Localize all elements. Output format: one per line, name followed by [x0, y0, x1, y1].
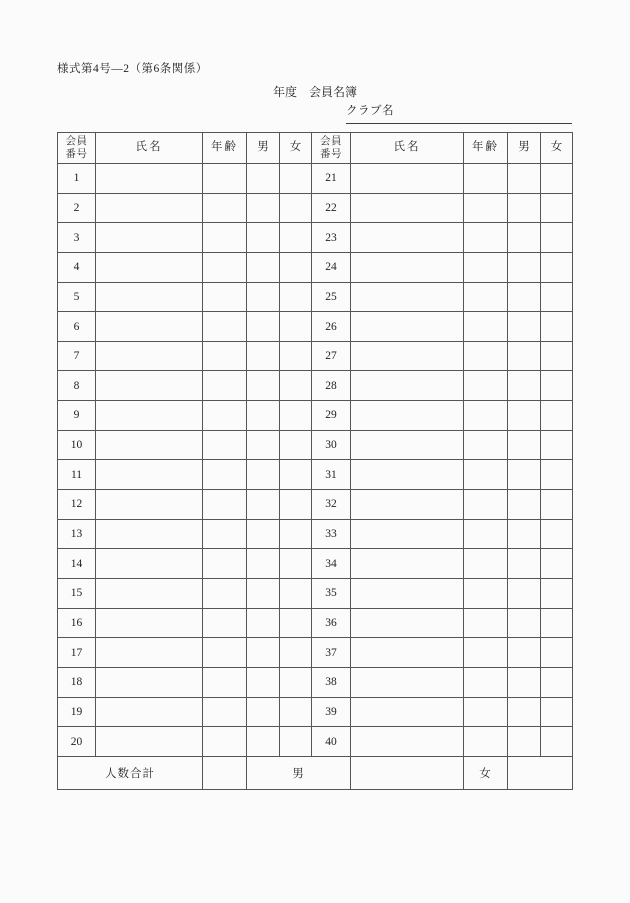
left-age-cell	[203, 401, 247, 431]
left-name-cell	[96, 223, 203, 253]
left-male-cell	[247, 727, 280, 757]
left-male-cell	[247, 578, 280, 608]
left-member-no-cell: 7	[58, 341, 96, 371]
left-name-cell	[96, 697, 203, 727]
right-name-cell	[351, 371, 464, 401]
right-female-cell	[541, 608, 573, 638]
left-male-cell	[247, 223, 280, 253]
right-male-cell	[508, 460, 541, 490]
left-name-cell	[96, 193, 203, 223]
right-name-cell	[351, 667, 464, 697]
left-male-cell	[247, 312, 280, 342]
left-member-no-cell: 14	[58, 549, 96, 579]
right-age-cell	[464, 430, 508, 460]
table-row	[58, 608, 573, 638]
table-row	[58, 193, 573, 223]
right-age-cell	[464, 608, 508, 638]
right-member-no-cell: 26	[312, 312, 351, 342]
footer-female-value-cell	[508, 757, 573, 790]
left-member-no-cell: 2	[58, 193, 96, 223]
right-age-cell	[464, 697, 508, 727]
right-male-cell	[508, 252, 541, 282]
right-member-no-cell: 32	[312, 490, 351, 520]
right-male-cell	[508, 193, 541, 223]
left-female-cell	[280, 193, 312, 223]
left-member-no-cell: 3	[58, 223, 96, 253]
left-female-cell	[280, 519, 312, 549]
left-age-cell	[203, 697, 247, 727]
right-age-cell	[464, 519, 508, 549]
col-header-male-right: 男	[508, 133, 541, 164]
col-header-age-right: 年齢	[464, 133, 508, 164]
table-row	[58, 252, 573, 282]
table-row	[58, 401, 573, 431]
right-member-no-cell: 27	[312, 341, 351, 371]
col-header-name-left: 氏名	[96, 133, 203, 164]
left-male-cell	[247, 697, 280, 727]
left-female-cell	[280, 371, 312, 401]
right-name-cell	[351, 490, 464, 520]
table-row	[58, 460, 573, 490]
col-header-member-no-left	[58, 133, 96, 164]
table-row	[58, 667, 573, 697]
left-male-cell	[247, 341, 280, 371]
right-name-cell	[351, 193, 464, 223]
right-age-cell	[464, 193, 508, 223]
left-name-cell	[96, 608, 203, 638]
right-name-cell	[351, 460, 464, 490]
right-male-cell	[508, 549, 541, 579]
left-male-cell	[247, 460, 280, 490]
left-female-cell	[280, 638, 312, 668]
left-male-cell	[247, 638, 280, 668]
left-member-no-cell: 12	[58, 490, 96, 520]
club-name-label: クラブ名	[346, 105, 394, 117]
left-member-no-cell: 18	[58, 667, 96, 697]
right-name-cell	[351, 578, 464, 608]
left-name-cell	[96, 371, 203, 401]
page-title: 年度 会員名簿	[272, 85, 357, 99]
right-male-cell	[508, 578, 541, 608]
footer-male-label: 男	[247, 757, 351, 790]
left-male-cell	[247, 371, 280, 401]
right-female-cell	[541, 460, 573, 490]
right-member-no-cell: 21	[312, 164, 351, 194]
right-age-cell	[464, 727, 508, 757]
left-male-cell	[247, 252, 280, 282]
right-age-cell	[464, 252, 508, 282]
right-male-cell	[508, 727, 541, 757]
left-age-cell	[203, 164, 247, 194]
left-member-no-cell: 20	[58, 727, 96, 757]
right-female-cell	[541, 193, 573, 223]
left-age-cell	[203, 667, 247, 697]
table-row	[58, 519, 573, 549]
member-no-header-line1: 会員	[65, 135, 88, 147]
col-header-male-left: 男	[247, 133, 280, 164]
right-member-no-cell: 31	[312, 460, 351, 490]
table-row	[58, 223, 573, 253]
right-female-cell	[541, 282, 573, 312]
right-age-cell	[464, 460, 508, 490]
left-female-cell	[280, 401, 312, 431]
right-male-cell	[508, 164, 541, 194]
left-name-cell	[96, 460, 203, 490]
member-no-header-line1: 会員	[320, 135, 342, 147]
left-member-no-cell: 15	[58, 578, 96, 608]
left-male-cell	[247, 667, 280, 697]
right-female-cell	[541, 697, 573, 727]
right-age-cell	[464, 312, 508, 342]
footer-total-value-cell	[203, 757, 247, 790]
right-member-no-cell: 25	[312, 282, 351, 312]
right-age-cell	[464, 667, 508, 697]
left-female-cell	[280, 727, 312, 757]
col-header-age-left: 年齢	[203, 133, 247, 164]
left-male-cell	[247, 490, 280, 520]
col-header-female-right: 女	[541, 133, 573, 164]
table-row	[58, 430, 573, 460]
right-male-cell	[508, 401, 541, 431]
member-roster-table	[57, 132, 573, 790]
right-member-no-cell: 40	[312, 727, 351, 757]
table-row	[58, 341, 573, 371]
right-member-no-cell: 30	[312, 430, 351, 460]
left-female-cell	[280, 667, 312, 697]
right-name-cell	[351, 430, 464, 460]
right-member-no-cell: 24	[312, 252, 351, 282]
left-name-cell	[96, 430, 203, 460]
left-name-cell	[96, 578, 203, 608]
left-male-cell	[247, 549, 280, 579]
left-name-cell	[96, 727, 203, 757]
left-age-cell	[203, 490, 247, 520]
right-female-cell	[541, 341, 573, 371]
table-row	[58, 164, 573, 194]
left-male-cell	[247, 608, 280, 638]
left-member-no-cell: 4	[58, 252, 96, 282]
left-age-cell	[203, 341, 247, 371]
right-female-cell	[541, 371, 573, 401]
left-name-cell	[96, 667, 203, 697]
right-male-cell	[508, 430, 541, 460]
right-female-cell	[541, 252, 573, 282]
table-row	[58, 282, 573, 312]
left-female-cell	[280, 578, 312, 608]
right-male-cell	[508, 371, 541, 401]
left-name-cell	[96, 252, 203, 282]
table-row	[58, 578, 573, 608]
right-male-cell	[508, 638, 541, 668]
right-member-no-cell: 28	[312, 371, 351, 401]
left-member-no-cell: 11	[58, 460, 96, 490]
left-male-cell	[247, 430, 280, 460]
right-male-cell	[508, 608, 541, 638]
left-age-cell	[203, 727, 247, 757]
right-member-no-cell: 33	[312, 519, 351, 549]
right-female-cell	[541, 578, 573, 608]
right-age-cell	[464, 371, 508, 401]
left-name-cell	[96, 341, 203, 371]
left-age-cell	[203, 223, 247, 253]
col-header-member-no-right	[312, 133, 351, 164]
right-male-cell	[508, 519, 541, 549]
right-name-cell	[351, 252, 464, 282]
left-female-cell	[280, 223, 312, 253]
right-member-no-cell: 35	[312, 578, 351, 608]
table-row	[58, 638, 573, 668]
footer-total-label: 人数合計	[58, 757, 203, 790]
right-member-no-cell: 22	[312, 193, 351, 223]
left-female-cell	[280, 430, 312, 460]
right-name-cell	[351, 164, 464, 194]
left-member-no-cell: 1	[58, 164, 96, 194]
right-female-cell	[541, 490, 573, 520]
right-name-cell	[351, 727, 464, 757]
left-name-cell	[96, 638, 203, 668]
right-female-cell	[541, 549, 573, 579]
left-name-cell	[96, 312, 203, 342]
right-name-cell	[351, 223, 464, 253]
right-member-no-cell: 34	[312, 549, 351, 579]
right-age-cell	[464, 638, 508, 668]
right-female-cell	[541, 430, 573, 460]
table-footer-row	[58, 757, 573, 790]
right-member-no-cell: 37	[312, 638, 351, 668]
table-row	[58, 312, 573, 342]
right-member-no-cell: 36	[312, 608, 351, 638]
right-member-no-cell: 38	[312, 667, 351, 697]
left-age-cell	[203, 430, 247, 460]
right-female-cell	[541, 164, 573, 194]
right-name-cell	[351, 608, 464, 638]
right-female-cell	[541, 223, 573, 253]
left-male-cell	[247, 164, 280, 194]
left-female-cell	[280, 341, 312, 371]
right-name-cell	[351, 341, 464, 371]
right-male-cell	[508, 341, 541, 371]
right-age-cell	[464, 164, 508, 194]
left-age-cell	[203, 460, 247, 490]
right-female-cell	[541, 519, 573, 549]
left-member-no-cell: 10	[58, 430, 96, 460]
left-male-cell	[247, 193, 280, 223]
left-name-cell	[96, 519, 203, 549]
left-female-cell	[280, 312, 312, 342]
left-male-cell	[247, 519, 280, 549]
right-name-cell	[351, 549, 464, 579]
member-no-header-line2: 番号	[65, 149, 88, 160]
left-male-cell	[247, 282, 280, 312]
left-female-cell	[280, 252, 312, 282]
left-female-cell	[280, 608, 312, 638]
form-number-label: 様式第4号―2（第6条関係）	[57, 63, 208, 75]
left-name-cell	[96, 549, 203, 579]
right-male-cell	[508, 490, 541, 520]
left-name-cell	[96, 490, 203, 520]
left-female-cell	[280, 490, 312, 520]
right-name-cell	[351, 519, 464, 549]
left-age-cell	[203, 312, 247, 342]
club-name-blank-line	[346, 123, 572, 124]
right-age-cell	[464, 401, 508, 431]
left-age-cell	[203, 638, 247, 668]
left-female-cell	[280, 164, 312, 194]
right-age-cell	[464, 490, 508, 520]
left-female-cell	[280, 282, 312, 312]
footer-female-label: 女	[464, 757, 508, 790]
footer-male-value-cell	[351, 757, 464, 790]
right-male-cell	[508, 312, 541, 342]
right-female-cell	[541, 401, 573, 431]
right-age-cell	[464, 282, 508, 312]
left-female-cell	[280, 460, 312, 490]
table-row	[58, 490, 573, 520]
table-row	[58, 727, 573, 757]
right-male-cell	[508, 282, 541, 312]
left-age-cell	[203, 282, 247, 312]
right-member-no-cell: 39	[312, 697, 351, 727]
right-male-cell	[508, 667, 541, 697]
right-female-cell	[541, 667, 573, 697]
left-age-cell	[203, 519, 247, 549]
right-member-no-cell: 23	[312, 223, 351, 253]
right-female-cell	[541, 727, 573, 757]
right-male-cell	[508, 697, 541, 727]
left-name-cell	[96, 282, 203, 312]
table-header-row	[58, 133, 573, 164]
left-name-cell	[96, 164, 203, 194]
left-member-no-cell: 16	[58, 608, 96, 638]
right-female-cell	[541, 312, 573, 342]
right-name-cell	[351, 638, 464, 668]
left-member-no-cell: 5	[58, 282, 96, 312]
left-age-cell	[203, 578, 247, 608]
right-name-cell	[351, 697, 464, 727]
left-member-no-cell: 8	[58, 371, 96, 401]
right-name-cell	[351, 312, 464, 342]
right-age-cell	[464, 341, 508, 371]
left-female-cell	[280, 697, 312, 727]
table-row	[58, 697, 573, 727]
left-age-cell	[203, 371, 247, 401]
left-member-no-cell: 19	[58, 697, 96, 727]
member-no-header-line2: 番号	[320, 149, 342, 160]
right-age-cell	[464, 549, 508, 579]
left-member-no-cell: 17	[58, 638, 96, 668]
left-age-cell	[203, 193, 247, 223]
right-name-cell	[351, 282, 464, 312]
left-member-no-cell: 6	[58, 312, 96, 342]
table-row	[58, 549, 573, 579]
left-male-cell	[247, 401, 280, 431]
col-header-female-left: 女	[280, 133, 312, 164]
right-member-no-cell: 29	[312, 401, 351, 431]
left-female-cell	[280, 549, 312, 579]
right-age-cell	[464, 578, 508, 608]
table-row	[58, 371, 573, 401]
left-name-cell	[96, 401, 203, 431]
left-age-cell	[203, 252, 247, 282]
right-female-cell	[541, 638, 573, 668]
right-age-cell	[464, 223, 508, 253]
left-age-cell	[203, 608, 247, 638]
right-male-cell	[508, 223, 541, 253]
left-member-no-cell: 13	[58, 519, 96, 549]
col-header-name-right: 氏名	[351, 133, 464, 164]
left-member-no-cell: 9	[58, 401, 96, 431]
right-name-cell	[351, 401, 464, 431]
left-age-cell	[203, 549, 247, 579]
